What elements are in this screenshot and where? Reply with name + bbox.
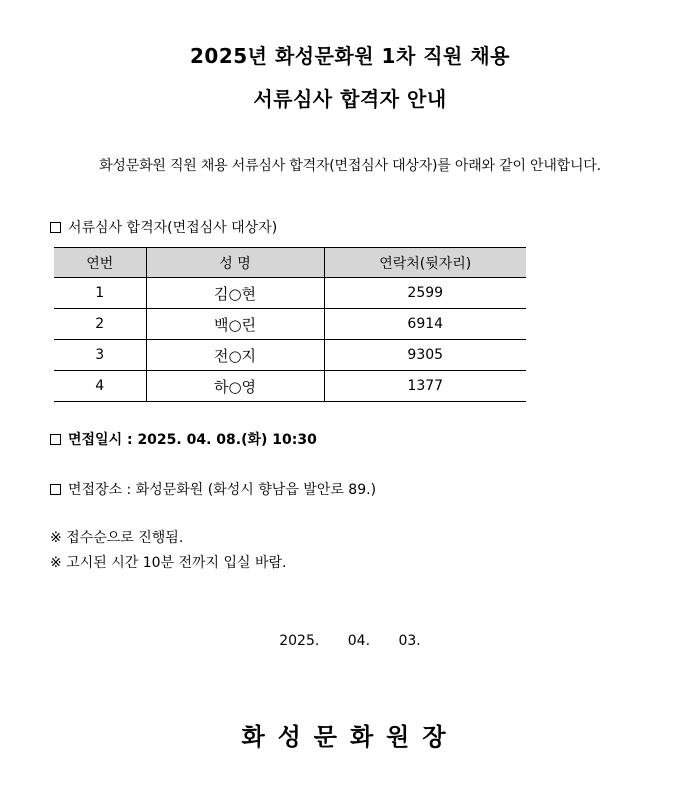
table-row [54, 340, 526, 371]
passers-table [54, 247, 526, 402]
issue-date: 2025. 04. 03. [279, 633, 421, 649]
cell-number: 4 [54, 371, 146, 402]
intro-text: 화성문화원 직원 채용 서류심사 합격자(면접심사 대상자)를 아래와 같이 안내합니다. [99, 158, 601, 174]
cell-name: 하○영 [146, 371, 324, 402]
section-passers-label: 서류심사 합격자(면접심사 대상자) [68, 220, 278, 236]
document-title: 2025년 화성문화원 1차 직원 채용 [190, 44, 510, 68]
cell-contact: 2599 [324, 278, 526, 309]
checkbox-icon [50, 222, 61, 233]
cell-contact: 9305 [324, 340, 526, 371]
cell-contact: 1377 [324, 371, 526, 402]
cell-name: 백○린 [146, 309, 324, 340]
column-header-contact: 연락처(뒷자리) [324, 248, 526, 278]
section-interview-date [50, 429, 317, 449]
table-row [54, 309, 526, 340]
column-header-number: 연번 [54, 248, 146, 278]
table-row [54, 278, 526, 309]
interview-date-text: 면접일시 : 2025. 04. 08.(화) 10:30 [68, 432, 317, 448]
table-row [54, 371, 526, 402]
cell-contact: 6914 [324, 309, 526, 340]
interview-place-text: 면접장소 : 화성문화원 (화성시 향남읍 발안로 89.) [68, 482, 377, 498]
column-header-name: 성 명 [146, 248, 324, 278]
section-interview-place [50, 479, 376, 499]
document-subtitle: 서류심사 합격자 안내 [253, 87, 447, 111]
table-header-row [54, 248, 526, 278]
section-passers [50, 217, 277, 237]
cell-name: 전○지 [146, 340, 324, 371]
cell-name: 김○현 [146, 278, 324, 309]
cell-number: 2 [54, 309, 146, 340]
cell-number: 3 [54, 340, 146, 371]
note-order: ※ 접수순으로 진행됨. [50, 530, 184, 546]
cell-number: 1 [54, 278, 146, 309]
checkbox-icon [50, 434, 61, 445]
signer: 화성문화원장 [241, 723, 459, 751]
checkbox-icon [50, 484, 61, 495]
note-arrival: ※ 고시된 시간 10분 전까지 입실 바람. [50, 555, 287, 571]
